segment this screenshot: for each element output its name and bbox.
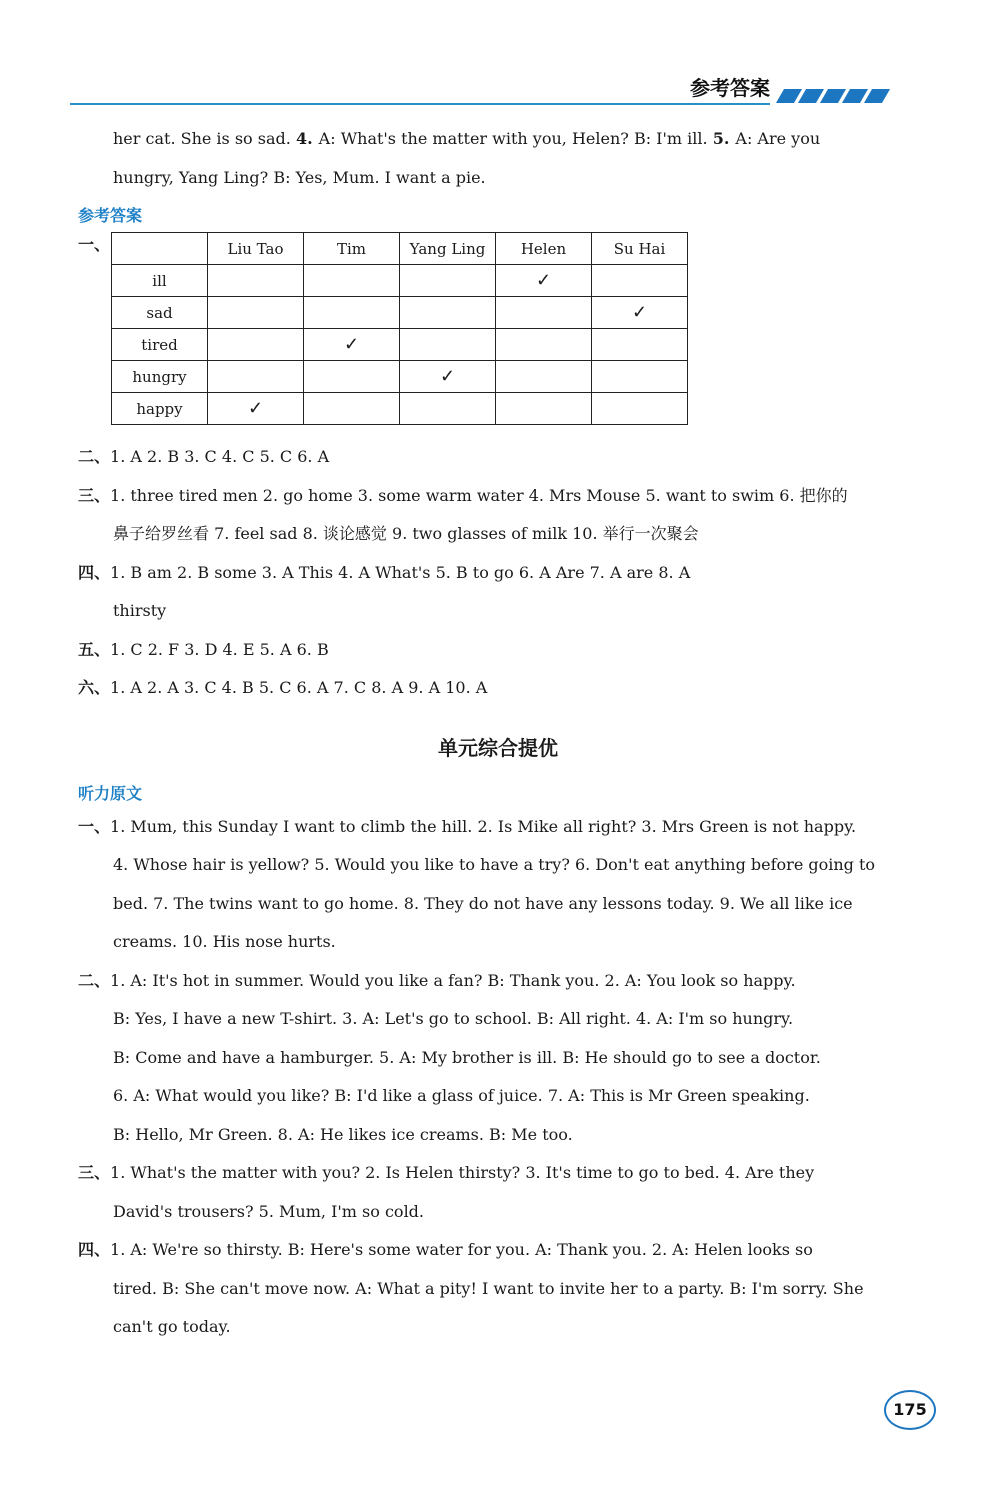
table-cell	[496, 297, 592, 329]
intro-line-1	[78, 120, 918, 159]
header-rule	[70, 103, 770, 105]
section-prefix: 二、	[78, 970, 111, 990]
listening-line	[78, 1039, 918, 1078]
listening-line	[78, 1308, 918, 1347]
table-row	[112, 297, 688, 329]
line-text: 1. What's the matter with you? 2. Is Helen thirsty? 3. It's time to go to bed. 4. Are they	[110, 1163, 815, 1182]
table-cell	[592, 361, 688, 393]
table-cell	[496, 393, 592, 425]
row-label: hungry	[112, 361, 208, 393]
check-icon: ✓	[304, 329, 400, 361]
line-text: David's trousers? 5. Mum, I'm so cold.	[113, 1201, 425, 1221]
section-prefix: 一、	[78, 816, 111, 836]
row-label: tired	[112, 329, 208, 361]
section-text: 1. three tired men 2. go home 3. some warm water 4. Mrs Mouse 5. want to swim 6. 把你的	[110, 485, 848, 505]
listening-line	[78, 1154, 918, 1193]
line-text: 1. Mum, this Sunday I want to climb the hill. 2. Is Mike all right? 3. Mrs Green is not happy.	[110, 816, 857, 836]
table-cell	[592, 329, 688, 361]
listening-line	[78, 808, 918, 847]
table-cell	[496, 329, 592, 361]
listening-line	[78, 923, 918, 962]
page-content	[78, 120, 918, 1347]
header-title: 参考答案	[690, 76, 770, 100]
intro-text: her cat. She is so sad.	[113, 129, 291, 148]
line-text: creams. 10. His nose hurts.	[113, 932, 336, 951]
table-cell	[304, 265, 400, 297]
table-header-cell	[112, 233, 208, 265]
check-icon: ✓	[496, 265, 592, 297]
table-cell	[400, 265, 496, 297]
intro-text: A: Are you	[735, 129, 821, 148]
row-label: happy	[112, 393, 208, 425]
table-cell	[592, 393, 688, 425]
item-number: 4.	[295, 129, 313, 148]
table-cell	[208, 361, 304, 393]
line-text: B: Hello, Mr Green. 8. A: He likes ice creams. B: Me too.	[113, 1124, 573, 1144]
table-header-cell: Su Hai	[592, 233, 688, 265]
answers-section-3	[78, 477, 918, 516]
listening-line	[78, 846, 918, 885]
row-label: ill	[112, 265, 208, 297]
page-header	[70, 70, 910, 110]
table-header-cell: Helen	[496, 233, 592, 265]
section-prefix: 三、	[78, 485, 111, 505]
table-row	[112, 393, 688, 425]
section-text: 1. A 2. A 3. C 4. B 5. C 6. A 7. C 8. A 9. A 10. A	[110, 678, 488, 697]
intro-text: B: I'm ill.	[633, 129, 708, 148]
section-text: 1. B am 2. B some 3. A This 4. A What's 5. B to go 6. A Are 7. A are 8. A	[110, 562, 691, 582]
section-prefix: 五、	[78, 639, 111, 659]
listening-line	[78, 1270, 918, 1309]
line-text: B: Come and have a hamburger. 5. A: My brother is ill. B: He should go to see a doctor.	[113, 1047, 821, 1067]
line-text: 4. Whose hair is yellow? 5. Would you like to have a try? 6. Don't eat anything before going to	[113, 855, 876, 874]
table-row	[112, 361, 688, 393]
item-number: 5.	[712, 129, 730, 148]
line-text: bed. 7. The twins want to go home. 8. They do not have any lessons today. 9. We all like ice	[113, 893, 853, 913]
listening-sections	[78, 808, 918, 1347]
header-stripes	[780, 88, 910, 104]
section-prefix: 三、	[78, 1163, 111, 1182]
listening-line	[78, 885, 918, 924]
listening-line	[78, 1000, 918, 1039]
answers-section-6	[78, 669, 918, 708]
table-header-cell: Liu Tao	[208, 233, 304, 265]
section-text: 1. A 2. B 3. C 4. C 5. C 6. A	[110, 447, 330, 466]
section-prefix: 二、	[78, 447, 111, 466]
table-header-cell: Tim	[304, 233, 400, 265]
listening-title: 听力原文	[78, 783, 143, 803]
table-cell	[400, 297, 496, 329]
table-cell	[400, 329, 496, 361]
table-cell	[208, 329, 304, 361]
table-cell	[304, 361, 400, 393]
section-prefix: 六、	[78, 678, 111, 697]
feelings-table	[111, 232, 688, 425]
section-prefix: 四、	[78, 562, 111, 582]
table-cell	[496, 361, 592, 393]
listening-line	[78, 1116, 918, 1155]
table-cell	[208, 265, 304, 297]
table-cell	[592, 265, 688, 297]
section-text: 1. C 2. F 3. D 4. E 5. A 6. B	[110, 639, 329, 659]
table-prefix: 一、	[78, 235, 111, 254]
check-icon: ✓	[400, 361, 496, 393]
answers-section-3-cont: 鼻子给罗丝看 7. feel sad 8. 谈论感觉 9. two glasses of milk 10. 举行一次聚会	[113, 524, 699, 543]
line-text: 1. A: It's hot in summer. Would you like a fan? B: Thank you. 2. A: You look so happy.	[110, 970, 796, 990]
line-text: 1. A: We're so thirsty. B: Here's some water for you. A: Thank you. 2. A: Helen looks so	[110, 1240, 813, 1259]
check-icon: ✓	[592, 297, 688, 329]
intro-text: A: What's the matter with you, Helen?	[318, 129, 629, 148]
table-row	[112, 329, 688, 361]
table-header-row	[112, 233, 688, 265]
section-prefix: 四、	[78, 1240, 111, 1259]
listening-line	[78, 962, 918, 1001]
line-text: 6. A: What would you like? B: I'd like a glass of juice. 7. A: This is Mr Green speaking.	[113, 1086, 810, 1105]
line-text: B: Yes, I have a new T-shirt. 3. A: Let's go to school. B: All right. 4. A: I'm so hungry.	[113, 1009, 794, 1028]
listening-line	[78, 1077, 918, 1116]
intro-line-2: hungry, Yang Ling? B: Yes, Mum. I want a pie.	[113, 167, 486, 187]
answers-section-2	[78, 438, 918, 477]
answers-section-4	[78, 554, 918, 593]
line-text: can't go today.	[113, 1317, 231, 1336]
line-text: tired. B: She can't move now. A: What a pity! I want to invite her to a party. B: I'm sorry. She	[113, 1278, 864, 1298]
answers-section-4-cont: thirsty	[113, 601, 167, 620]
answer-table-block	[78, 232, 918, 432]
check-icon: ✓	[208, 393, 304, 425]
listening-line	[78, 1193, 918, 1232]
answers-section-5	[78, 631, 918, 670]
table-cell	[208, 297, 304, 329]
table-cell	[304, 393, 400, 425]
table-cell	[304, 297, 400, 329]
unit-title: 单元综合提优	[438, 735, 558, 760]
page-number: 175	[884, 1390, 936, 1430]
table-header-cell: Yang Ling	[400, 233, 496, 265]
listening-line	[78, 1231, 918, 1270]
answers-title: 参考答案	[78, 206, 143, 225]
table-cell	[400, 393, 496, 425]
row-label: sad	[112, 297, 208, 329]
table-row	[112, 265, 688, 297]
